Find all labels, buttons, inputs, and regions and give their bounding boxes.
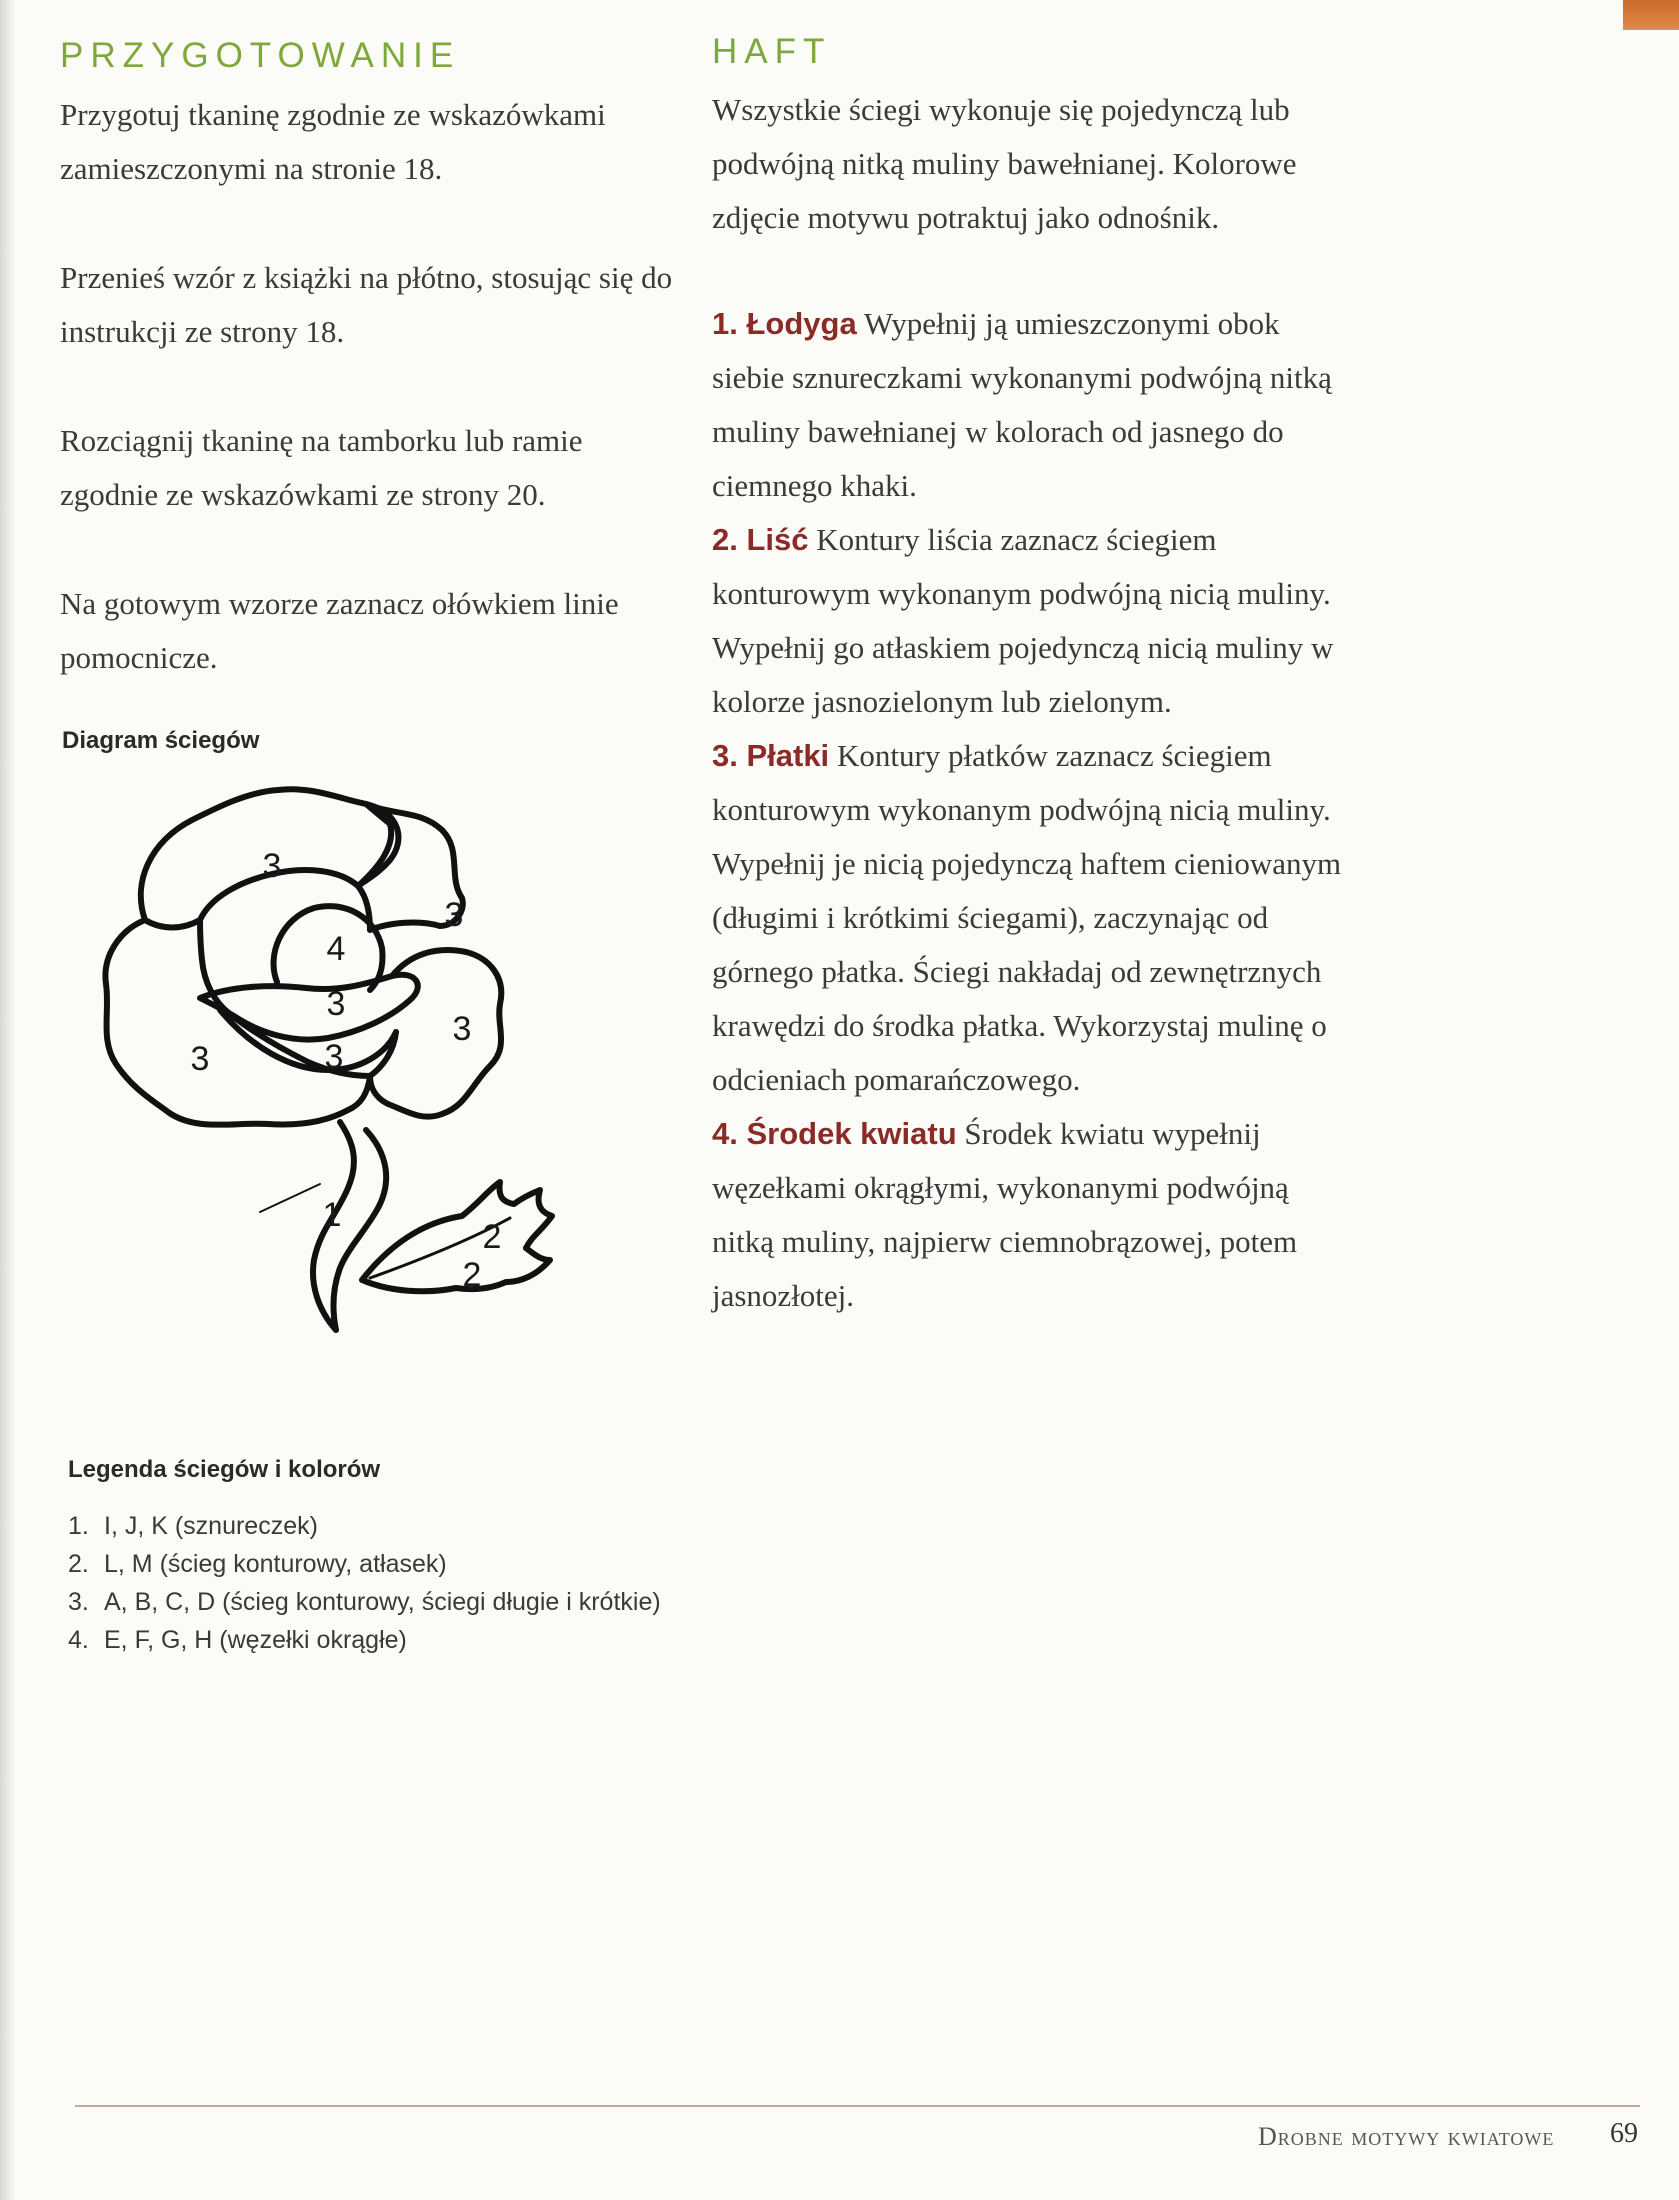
petal-middle-outline [200, 975, 418, 1040]
legend-item: 1. I, J, K (sznureczek) [68, 1512, 318, 1540]
stitch-diagram [70, 770, 610, 1380]
step-paragraph [712, 513, 1342, 729]
step-paragraph [712, 1107, 1342, 1323]
diagram-label: 3 [452, 1010, 472, 1048]
diagram-label: 2 [482, 1218, 502, 1256]
embroidery-intro: Wszystkie ściegi wykonuje się pojedynczą lub podwójną nitką muliny bawełnianej. Kolorowe zdjęcie motywu potraktuj jako odnośnik. [712, 92, 1297, 235]
step-paragraph [712, 297, 1342, 513]
embroidery-title: HAFT [712, 32, 832, 71]
step-heading: 4. Środek kwiatu [712, 1116, 957, 1151]
legend-title: Legenda ściegów i kolorów [68, 1456, 381, 1483]
page-number: 69 [1610, 2118, 1638, 2149]
diagram-label: 3 [326, 985, 346, 1023]
preparation-paragraph: Rozciągnij tkaninę na tamborku lub ramie zgodnie ze wskazówkami ze strony 20. [60, 423, 583, 512]
footer-chapter-title: Drobne motywy kwiatowe [1258, 2122, 1555, 2151]
stem-leader-line [260, 1184, 320, 1212]
legend-item: 2. L, M (ścieg konturowy, atłasek) [68, 1550, 447, 1578]
preparation-text [60, 88, 680, 740]
step-heading: 1. Łodyga [712, 306, 857, 341]
preparation-title: PRZYGOTOWANIE [60, 36, 461, 75]
legend-item: 4. E, F, G, H (węzełki okrągłe) [68, 1626, 407, 1654]
step-text: Wypełnij ją umieszczonymi obok siebie sznureczkami wykonanymi podwójną nitką muliny bawełnianej w kolorach od jasnego do ciemnego khaki. [712, 306, 1332, 503]
step-paragraph [712, 729, 1342, 1107]
stitch-legend [68, 1507, 668, 1659]
step-text: Kontury liścia zaznacz ściegiem konturowym wykonanym podwójną nicią muliny. Wypełnij go atłaskiem pojedynczą nicią muliny w kolorze jasnozielonym lub zielonym. [712, 522, 1334, 719]
step-heading: 3. Płatki [712, 738, 830, 773]
preparation-paragraph: Przygotuj tkaninę zgodnie ze wskazówkami zamieszczonymi na stronie 18. [60, 97, 606, 186]
diagram-label: 3 [324, 1038, 344, 1076]
diagram-title: Diagram ściegów [62, 727, 260, 754]
diagram-label: 3 [262, 847, 282, 885]
page-gutter-shadow [0, 0, 16, 2200]
step-heading: 2. Liść [712, 522, 809, 557]
embroidery-text [712, 83, 1342, 1323]
petal-right-outline [370, 950, 501, 1117]
preparation-paragraph: Na gotowym wzorze zaznacz ołówkiem linie pomocnicze. [60, 586, 619, 675]
preparation-paragraph: Przenieś wzór z książki na płótno, stosując się do instrukcji ze strony 18. [60, 260, 673, 349]
corner-color-tab [1623, 0, 1679, 30]
footer-rule [75, 2105, 1640, 2107]
diagram-label: 3 [444, 896, 464, 934]
leaf-outline [362, 1182, 552, 1291]
diagram-label: 4 [326, 930, 346, 968]
step-text: Kontury płatków zaznacz ściegiem konturowym wykonanym podwójną nicią muliny. Wypełnij je nicią pojedynczą haftem cieniowanym (długimi i krótkimi ściegami), zaczynając od górnego płatka. Ściegi nakładaj od zewnętrznych krawędzi do środka płatka. Wykorzystaj mulinę o odcieniach pomarańczowego. [712, 738, 1342, 1097]
diagram-label: 2 [462, 1256, 482, 1294]
step-text: Środek kwiatu wypełnij węzełkami okrągłymi, wykonanymi podwójną nitką muliny, najpierw ciemnobrązowej, potem jasnozłotej. [712, 1116, 1298, 1313]
legend-item: 3. A, B, C, D (ścieg konturowy, ściegi długie i krótkie) [68, 1588, 661, 1616]
diagram-label: 3 [190, 1040, 210, 1078]
diagram-label: 1 [322, 1196, 342, 1234]
